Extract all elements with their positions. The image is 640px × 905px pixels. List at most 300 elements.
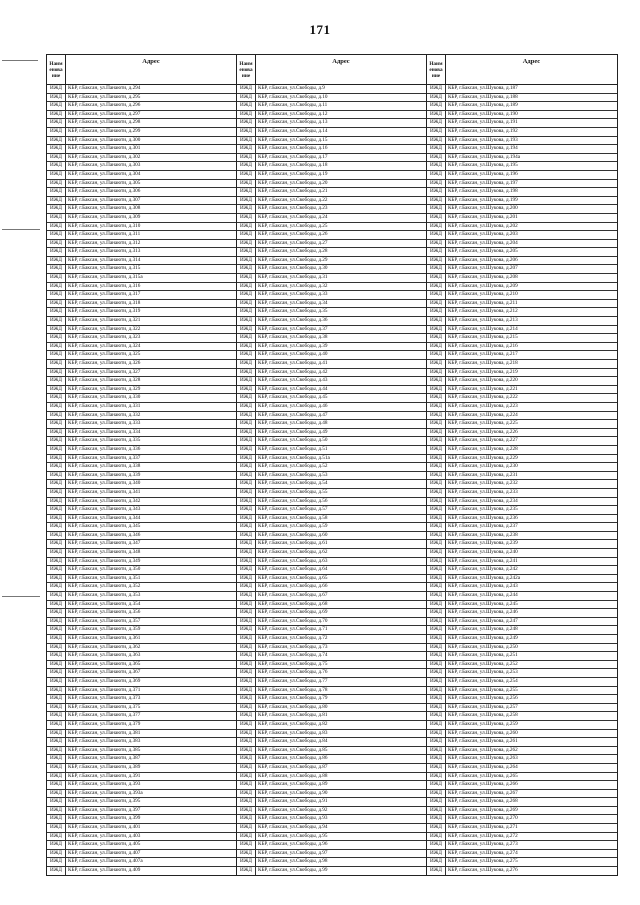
cell-type: ИЖД bbox=[427, 171, 446, 179]
cell-type: ИЖД bbox=[427, 532, 446, 540]
table-row bbox=[427, 377, 617, 386]
cell-address: КБР, г.Баксан, ул.Шукова, д.195 bbox=[447, 162, 518, 169]
cell-address: КБР, г.Баксан, ул.Шукова, д.204 bbox=[447, 239, 518, 246]
cell-address: КБР, г.Баксан, ул.Шукова, д.267 bbox=[447, 789, 518, 796]
cell-address: КБР, г.Баксан, ул.Шукова, д.256 bbox=[447, 695, 518, 702]
table-row bbox=[237, 704, 426, 713]
table-row bbox=[427, 833, 617, 842]
table-row bbox=[47, 652, 236, 661]
cell-type: ИЖД bbox=[427, 472, 446, 480]
table-row bbox=[427, 111, 617, 120]
cell-address: КБР, г.Баксан, ул.Шукова, д.209 bbox=[447, 282, 518, 289]
table-row bbox=[427, 730, 617, 739]
cell-address: КБР, г.Баксан, ул.Панаюти, д.314 bbox=[68, 256, 141, 263]
cell-address: КБР, г.Баксан, ул.Шукова, д.275 bbox=[447, 858, 518, 865]
cell-type: ИЖД bbox=[427, 334, 446, 342]
cell-address: КБР, г.Баксан, ул.Шукова, д.246 bbox=[447, 609, 518, 616]
cell-address: КБР, г.Баксан, ул.Шукова, д.249 bbox=[447, 635, 518, 641]
table-row bbox=[427, 171, 617, 180]
cell-address: КБР, г.Баксан, ул.Свободы, д.83 bbox=[257, 729, 328, 736]
cell-type: ИЖД bbox=[47, 197, 66, 205]
cell-type: ИЖД bbox=[237, 308, 256, 316]
cell-address: КБР, г.Баксан, ул.Шукова, д.196 bbox=[447, 170, 518, 177]
cell-type: ИЖД bbox=[237, 626, 256, 634]
table-row bbox=[47, 162, 236, 171]
cell-address: КБР, г.Баксан, ул.Шукова, д.238 bbox=[447, 531, 518, 538]
cell-type: ИЖД bbox=[427, 463, 446, 471]
table-row bbox=[237, 369, 426, 378]
cell-type: ИЖД bbox=[47, 472, 66, 480]
table-row bbox=[237, 489, 426, 498]
cell-address: КБР, г.Баксан, ул.Свободы, д.80 bbox=[257, 703, 328, 710]
cell-address: КБР, г.Баксан, ул.Свободы, д.44 bbox=[257, 385, 328, 392]
scan-rule bbox=[2, 60, 38, 61]
cell-type: ИЖД bbox=[427, 480, 446, 488]
cell-address: КБР, г.Баксан, ул.Свободы, д.72 bbox=[257, 635, 328, 641]
table-row bbox=[427, 566, 617, 575]
cell-address: КБР, г.Баксан, ул.Панаюти, д.359 bbox=[68, 626, 141, 633]
cell-address: КБР, г.Баксан, ул.Свободы, д.56 bbox=[257, 497, 328, 504]
table-row bbox=[47, 850, 236, 859]
cell-type: ИЖД bbox=[427, 540, 446, 548]
table-row bbox=[427, 94, 617, 103]
cell-address: КБР, г.Баксан, ул.Свободы, д.42 bbox=[257, 368, 328, 375]
cell-type: ИЖД bbox=[47, 300, 66, 308]
cell-address: КБР, г.Баксан, ул.Панаюти, д.379 bbox=[68, 720, 141, 727]
cell-type: ИЖД bbox=[47, 308, 66, 316]
cell-type: ИЖД bbox=[237, 498, 256, 506]
cell-address: КБР, г.Баксан, ул.Шукова, д.219 bbox=[447, 368, 518, 375]
table-row bbox=[237, 308, 426, 317]
header-type: Наим енова ние bbox=[47, 55, 66, 84]
header-type: Наим енова ние bbox=[237, 55, 256, 84]
table-row bbox=[237, 678, 426, 687]
cell-type: ИЖД bbox=[237, 111, 256, 119]
table-row bbox=[237, 205, 426, 214]
cell-type: ИЖД bbox=[47, 626, 66, 634]
cell-address: КБР, г.Баксан, ул.Шукова, д.210 bbox=[447, 291, 518, 298]
cell-address: КБР, г.Баксан, ул.Шукова, д.230 bbox=[447, 463, 518, 470]
table-row bbox=[427, 197, 617, 206]
table-row bbox=[237, 377, 426, 386]
table-row bbox=[237, 815, 426, 824]
cell-address: КБР, г.Баксан, ул.Свободы, д.52 bbox=[257, 463, 328, 470]
cell-type: ИЖД bbox=[47, 618, 66, 626]
cell-type: ИЖД bbox=[237, 85, 256, 93]
cell-type: ИЖД bbox=[427, 300, 446, 308]
cell-type: ИЖД bbox=[47, 257, 66, 265]
cell-type: ИЖД bbox=[47, 205, 66, 213]
table-row bbox=[47, 815, 236, 824]
table-row bbox=[237, 137, 426, 146]
table-row bbox=[237, 575, 426, 584]
table-row bbox=[427, 162, 617, 171]
table-row bbox=[427, 678, 617, 687]
cell-type: ИЖД bbox=[47, 798, 66, 806]
cell-address: КБР, г.Баксан, ул.Панаюти, д.365 bbox=[68, 660, 141, 667]
table-row bbox=[237, 360, 426, 369]
table-row bbox=[427, 223, 617, 232]
cell-address: КБР, г.Баксан, ул.Шукова, д.265 bbox=[447, 772, 518, 779]
cell-type: ИЖД bbox=[47, 274, 66, 282]
address-table bbox=[46, 54, 618, 876]
cell-address: КБР, г.Баксан, ул.Панаюти, д.373 bbox=[68, 695, 141, 702]
cell-address: КБР, г.Баксан, ул.Свободы, д.55 bbox=[257, 488, 328, 495]
cell-type: ИЖД bbox=[237, 472, 256, 480]
cell-address: КБР, г.Баксан, ул.Свободы, д.78 bbox=[257, 686, 328, 693]
cell-address: КБР, г.Баксан, ул.Свободы, д.93 bbox=[257, 815, 328, 822]
table-row bbox=[237, 738, 426, 747]
table-row bbox=[47, 644, 236, 653]
cell-type: ИЖД bbox=[237, 480, 256, 488]
table-row bbox=[427, 429, 617, 438]
cell-address: КБР, г.Баксан, ул.Панаюти, д.296 bbox=[68, 102, 141, 109]
cell-address: КБР, г.Баксан, ул.Шукова, д.194а bbox=[447, 153, 521, 160]
table-row bbox=[47, 721, 236, 730]
cell-type: ИЖД bbox=[237, 437, 256, 445]
cell-type: ИЖД bbox=[47, 824, 66, 832]
table-row bbox=[427, 532, 617, 541]
table-row bbox=[47, 154, 236, 163]
cell-address: КБР, г.Баксан, ул.Панаюти, д.361 bbox=[68, 635, 141, 641]
cell-address: КБР, г.Баксан, ул.Шукова, д.203 bbox=[447, 231, 518, 238]
cell-address: КБР, г.Баксан, ул.Панаюти, д.307 bbox=[68, 196, 141, 203]
cell-type: ИЖД bbox=[47, 583, 66, 591]
cell-type: ИЖД bbox=[427, 223, 446, 231]
table-row bbox=[237, 128, 426, 137]
table-row bbox=[237, 386, 426, 395]
table-row bbox=[427, 248, 617, 257]
cell-address: КБР, г.Баксан, ул.Панаюти, д.397 bbox=[68, 806, 141, 813]
cell-type: ИЖД bbox=[237, 635, 256, 643]
cell-address: КБР, г.Баксан, ул.Свободы, д.48 bbox=[257, 420, 328, 427]
cell-type: ИЖД bbox=[427, 351, 446, 359]
cell-type: ИЖД bbox=[237, 403, 256, 411]
header-address: Адрес bbox=[142, 58, 160, 65]
cell-type: ИЖД bbox=[237, 231, 256, 239]
table-row bbox=[47, 661, 236, 670]
table-row bbox=[427, 764, 617, 773]
table-row bbox=[237, 687, 426, 696]
table-row bbox=[427, 455, 617, 464]
cell-type: ИЖД bbox=[427, 798, 446, 806]
table-row bbox=[47, 257, 236, 266]
cell-address: КБР, г.Баксан, ул.Шукова, д.222 bbox=[447, 394, 518, 401]
cell-address: КБР, г.Баксан, ул.Шукова, д.189 bbox=[447, 102, 518, 109]
table-row bbox=[47, 841, 236, 850]
cell-type: ИЖД bbox=[427, 592, 446, 600]
cell-address: КБР, г.Баксан, ул.Свободы, д.37 bbox=[257, 325, 328, 332]
cell-address: КБР, г.Баксан, ул.Панаюти, д.315 bbox=[68, 265, 141, 272]
cell-type: ИЖД bbox=[427, 807, 446, 815]
table-row bbox=[47, 283, 236, 292]
table-row bbox=[47, 437, 236, 446]
cell-type: ИЖД bbox=[427, 773, 446, 781]
cell-address: КБР, г.Баксан, ул.Панаюти, д.338 bbox=[68, 463, 141, 470]
cell-type: ИЖД bbox=[427, 317, 446, 325]
table-row bbox=[47, 360, 236, 369]
cell-type: ИЖД bbox=[47, 343, 66, 351]
cell-address: КБР, г.Баксан, ул.Свободы, д.58 bbox=[257, 514, 328, 521]
table-row bbox=[427, 738, 617, 747]
cell-type: ИЖД bbox=[427, 626, 446, 634]
cell-address: КБР, г.Баксан, ул.Свободы, д.62 bbox=[257, 549, 328, 556]
cell-type: ИЖД bbox=[237, 781, 256, 789]
table-row bbox=[47, 824, 236, 833]
table-row bbox=[237, 695, 426, 704]
cell-type: ИЖД bbox=[47, 394, 66, 402]
cell-address: КБР, г.Баксан, ул.Свободы, д.51а bbox=[257, 454, 330, 461]
table-row bbox=[237, 867, 426, 875]
cell-address: КБР, г.Баксан, ул.Панаюти, д.393а bbox=[68, 789, 143, 796]
cell-address: КБР, г.Баксан, ул.Шукова, д.187 bbox=[447, 85, 518, 91]
table-row bbox=[237, 94, 426, 103]
cell-type: ИЖД bbox=[237, 558, 256, 566]
cell-type: ИЖД bbox=[427, 747, 446, 755]
cell-address: КБР, г.Баксан, ул.Свободы, д.47 bbox=[257, 411, 328, 418]
cell-address: КБР, г.Баксан, ул.Шукова, д.242 bbox=[447, 566, 518, 573]
cell-type: ИЖД bbox=[47, 712, 66, 720]
cell-type: ИЖД bbox=[237, 317, 256, 325]
cell-address: КБР, г.Баксан, ул.Панаюти, д.329 bbox=[68, 385, 141, 392]
table-row bbox=[427, 850, 617, 859]
table-row bbox=[237, 498, 426, 507]
cell-type: ИЖД bbox=[47, 644, 66, 652]
cell-address: КБР, г.Баксан, ул.Шукова, д.262 bbox=[447, 746, 518, 753]
cell-type: ИЖД bbox=[237, 386, 256, 394]
cell-address: КБР, г.Баксан, ул.Свободы, д.69 bbox=[257, 609, 328, 616]
table-row bbox=[427, 317, 617, 326]
cell-address: КБР, г.Баксан, ул.Панаюти, д.313 bbox=[68, 248, 141, 255]
table-row bbox=[237, 283, 426, 292]
cell-type: ИЖД bbox=[47, 240, 66, 248]
table-row bbox=[427, 815, 617, 824]
cell-type: ИЖД bbox=[47, 102, 66, 110]
cell-type: ИЖД bbox=[237, 214, 256, 222]
table-row bbox=[427, 661, 617, 670]
table-row bbox=[47, 790, 236, 799]
cell-type: ИЖД bbox=[47, 446, 66, 454]
cell-type: ИЖД bbox=[427, 678, 446, 686]
table-row bbox=[47, 188, 236, 197]
table-row bbox=[427, 609, 617, 618]
cell-address: КБР, г.Баксан, ул.Шукова, д.240 bbox=[447, 549, 518, 556]
cell-type: ИЖД bbox=[237, 755, 256, 763]
table-row bbox=[237, 523, 426, 532]
cell-address: КБР, г.Баксан, ул.Свободы, д.59 bbox=[257, 523, 328, 530]
cell-type: ИЖД bbox=[427, 283, 446, 291]
table-row bbox=[237, 661, 426, 670]
cell-type: ИЖД bbox=[427, 755, 446, 763]
table-row bbox=[427, 824, 617, 833]
cell-type: ИЖД bbox=[237, 257, 256, 265]
cell-address: КБР, г.Баксан, ул.Свободы, д.31 bbox=[257, 274, 328, 281]
table-row bbox=[427, 480, 617, 489]
cell-type: ИЖД bbox=[47, 747, 66, 755]
cell-type: ИЖД bbox=[47, 635, 66, 643]
cell-address: КБР, г.Баксан, ул.Панаюти, д.375 bbox=[68, 703, 141, 710]
table-row bbox=[47, 601, 236, 610]
cell-address: КБР, г.Баксан, ул.Свободы, д.16 bbox=[257, 145, 328, 152]
table-row bbox=[47, 523, 236, 532]
table-row bbox=[47, 369, 236, 378]
table-row bbox=[427, 137, 617, 146]
cell-type: ИЖД bbox=[427, 248, 446, 256]
cell-address: КБР, г.Баксан, ул.Свободы, д.20 bbox=[257, 179, 328, 186]
table-row bbox=[47, 412, 236, 421]
table-row bbox=[47, 798, 236, 807]
page-number: 171 bbox=[309, 22, 331, 37]
table-row bbox=[237, 755, 426, 764]
cell-type: ИЖД bbox=[237, 764, 256, 772]
cell-type: ИЖД bbox=[47, 669, 66, 677]
cell-type: ИЖД bbox=[427, 824, 446, 832]
table-row bbox=[427, 498, 617, 507]
cell-type: ИЖД bbox=[237, 334, 256, 342]
cell-address: КБР, г.Баксан, ул.Панаюти, д.298 bbox=[68, 119, 141, 126]
table-row bbox=[237, 162, 426, 171]
table-row bbox=[427, 386, 617, 395]
cell-type: ИЖД bbox=[427, 704, 446, 712]
cell-address: КБР, г.Баксан, ул.Панаюти, д.295 bbox=[68, 93, 141, 100]
table-row bbox=[237, 601, 426, 610]
cell-type: ИЖД bbox=[237, 180, 256, 188]
cell-type: ИЖД bbox=[47, 248, 66, 256]
cell-type: ИЖД bbox=[47, 128, 66, 136]
cell-type: ИЖД bbox=[237, 197, 256, 205]
cell-address: КБР, г.Баксан, ул.Шукова, д.217 bbox=[447, 351, 518, 358]
cell-address: КБР, г.Баксан, ул.Шукова, д.236 bbox=[447, 514, 518, 521]
cell-type: ИЖД bbox=[47, 223, 66, 231]
cell-address: КБР, г.Баксан, ул.Панаюти, д.395 bbox=[68, 798, 141, 805]
table-row bbox=[237, 420, 426, 429]
cell-address: КБР, г.Баксан, ул.Свободы, д.33 bbox=[257, 291, 328, 298]
table-row bbox=[237, 841, 426, 850]
cell-address: КБР, г.Баксан, ул.Свободы, д.84 bbox=[257, 738, 328, 745]
cell-address: КБР, г.Баксан, ул.Шукова, д.199 bbox=[447, 196, 518, 203]
cell-type: ИЖД bbox=[427, 85, 446, 93]
cell-type: ИЖД bbox=[237, 730, 256, 738]
cell-type: ИЖД bbox=[237, 351, 256, 359]
table-row bbox=[47, 506, 236, 515]
cell-address: КБР, г.Баксан, ул.Панаюти, д.342 bbox=[68, 497, 141, 504]
table-row bbox=[237, 558, 426, 567]
table-row bbox=[237, 730, 426, 739]
cell-type: ИЖД bbox=[427, 558, 446, 566]
cell-type: ИЖД bbox=[237, 549, 256, 557]
table-header bbox=[427, 55, 617, 85]
cell-address: КБР, г.Баксан, ул.Панаюти, д.318 bbox=[68, 299, 141, 306]
cell-address: КБР, г.Баксан, ул.Шукова, д.213 bbox=[447, 317, 518, 324]
table-row bbox=[237, 635, 426, 644]
cell-type: ИЖД bbox=[427, 403, 446, 411]
cell-type: ИЖД bbox=[237, 652, 256, 660]
table-row bbox=[427, 489, 617, 498]
cell-address: КБР, г.Баксан, ул.Шукова, д.259 bbox=[447, 720, 518, 727]
cell-type: ИЖД bbox=[427, 119, 446, 127]
cell-type: ИЖД bbox=[237, 463, 256, 471]
cell-address: КБР, г.Баксан, ул.Панаюти, д.352 bbox=[68, 583, 141, 590]
table-row bbox=[427, 403, 617, 412]
cell-address: КБР, г.Баксан, ул.Шукова, д.191 bbox=[447, 119, 518, 126]
cell-address: КБР, г.Баксан, ул.Панаюти, д.302 bbox=[68, 153, 141, 160]
cell-address: КБР, г.Баксан, ул.Свободы, д.70 bbox=[257, 617, 328, 624]
cell-type: ИЖД bbox=[427, 240, 446, 248]
table-row bbox=[47, 240, 236, 249]
cell-type: ИЖД bbox=[427, 446, 446, 454]
table-row bbox=[427, 652, 617, 661]
cell-address: КБР, г.Баксан, ул.Свободы, д.64 bbox=[257, 566, 328, 573]
table-row bbox=[237, 807, 426, 816]
table-row bbox=[47, 446, 236, 455]
cell-type: ИЖД bbox=[47, 687, 66, 695]
table-row bbox=[47, 695, 236, 704]
cell-address: КБР, г.Баксан, ул.Панаюти, д.367 bbox=[68, 669, 141, 676]
cell-type: ИЖД bbox=[427, 102, 446, 110]
cell-type: ИЖД bbox=[237, 644, 256, 652]
cell-type: ИЖД bbox=[237, 815, 256, 823]
table-row bbox=[237, 223, 426, 232]
cell-address: КБР, г.Баксан, ул.Свободы, д.46 bbox=[257, 402, 328, 409]
cell-address: КБР, г.Баксан, ул.Панаюти, д.350 bbox=[68, 566, 141, 573]
cell-type: ИЖД bbox=[237, 369, 256, 377]
cell-type: ИЖД bbox=[237, 343, 256, 351]
table-row bbox=[427, 85, 617, 94]
cell-address: КБР, г.Баксан, ул.Свободы, д.90 bbox=[257, 789, 328, 796]
cell-address: КБР, г.Баксан, ул.Свободы, д.18 bbox=[257, 162, 328, 169]
table-row bbox=[427, 437, 617, 446]
cell-type: ИЖД bbox=[237, 223, 256, 231]
cell-address: КБР, г.Баксан, ул.Панаюти, д.316 bbox=[68, 282, 141, 289]
cell-type: ИЖД bbox=[427, 738, 446, 746]
table-row bbox=[237, 231, 426, 240]
cell-type: ИЖД bbox=[47, 386, 66, 394]
cell-address: КБР, г.Баксан, ул.Шукова, д.247 bbox=[447, 617, 518, 624]
cell-type: ИЖД bbox=[237, 283, 256, 291]
cell-type: ИЖД bbox=[427, 712, 446, 720]
cell-address: КБР, г.Баксан, ул.Панаюти, д.354 bbox=[68, 600, 141, 607]
cell-type: ИЖД bbox=[427, 257, 446, 265]
table-row bbox=[47, 128, 236, 137]
table-row bbox=[237, 764, 426, 773]
cell-type: ИЖД bbox=[47, 111, 66, 119]
cell-type: ИЖД bbox=[427, 274, 446, 282]
cell-address: КБР, г.Баксан, ул.Панаюти, д.324 bbox=[68, 342, 141, 349]
table-row bbox=[237, 317, 426, 326]
cell-address: КБР, г.Баксан, ул.Шукова, д.241 bbox=[447, 557, 518, 564]
cell-type: ИЖД bbox=[47, 695, 66, 703]
cell-type: ИЖД bbox=[237, 669, 256, 677]
cell-address: КБР, г.Баксан, ул.Шукова, д.258 bbox=[447, 712, 518, 719]
table-row bbox=[47, 85, 236, 94]
cell-address: КБР, г.Баксан, ул.Шукова, д.207 bbox=[447, 265, 518, 272]
cell-type: ИЖД bbox=[47, 506, 66, 514]
table-row bbox=[237, 85, 426, 94]
cell-type: ИЖД bbox=[237, 833, 256, 841]
table-row bbox=[427, 472, 617, 481]
table-row bbox=[427, 300, 617, 309]
cell-address: КБР, г.Баксан, ул.Панаюти, д.362 bbox=[68, 643, 141, 650]
cell-address: КБР, г.Баксан, ул.Панаюти, д.305 bbox=[68, 179, 141, 186]
table-row bbox=[427, 515, 617, 524]
cell-type: ИЖД bbox=[47, 652, 66, 660]
cell-address: КБР, г.Баксан, ул.Свободы, д.35 bbox=[257, 308, 328, 315]
table-row bbox=[237, 798, 426, 807]
cell-type: ИЖД bbox=[237, 695, 256, 703]
table-row bbox=[47, 704, 236, 713]
cell-type: ИЖД bbox=[237, 455, 256, 463]
table-row bbox=[237, 326, 426, 335]
